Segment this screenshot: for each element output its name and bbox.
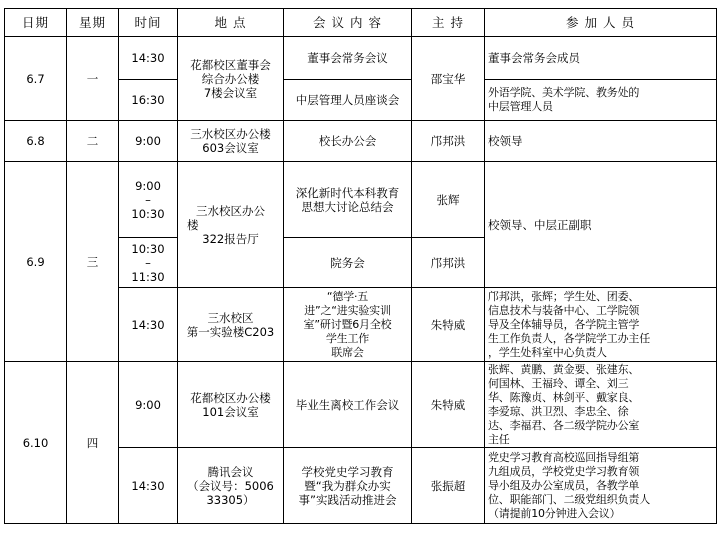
attendees-line: 信息技术与装备中心、工学院领: [488, 303, 640, 317]
attendees-line: 位、职能部门、二级党组织负责人: [488, 492, 650, 506]
location-line: 101会议室: [202, 404, 259, 419]
attendees-line: 邝邦洪，张辉；学生处、团委、: [488, 289, 640, 303]
weekday-cell: 一: [67, 37, 119, 121]
attendees-cell: [485, 362, 717, 448]
location-line: 楼: [187, 217, 199, 232]
time-text: 9:00: [135, 134, 161, 148]
content-cell: [284, 37, 412, 80]
content-line: 深化新时代本科教育: [295, 185, 400, 200]
content-cell: [284, 80, 412, 121]
content-line: 联席会: [331, 345, 364, 359]
attendees-cell: [485, 37, 717, 80]
location-line: 三水校区办公: [196, 203, 265, 218]
attendees-cell: [485, 121, 717, 162]
attendees-line: 何国林、王福玲、谭全、刘三: [488, 376, 629, 390]
header-location: 地 点: [178, 9, 284, 37]
content-line: 室”研讨暨6月全校: [303, 317, 392, 331]
host-cell: 张振超: [412, 448, 485, 524]
weekday-cell: 三: [67, 162, 119, 362]
content-cell: [284, 362, 412, 448]
header-row: [5, 9, 717, 37]
content-cell: [284, 162, 412, 238]
host-cell: 朱特威: [412, 362, 485, 448]
time-text: 9:00: [135, 397, 161, 412]
location-line: 7楼会议室: [203, 85, 258, 100]
time-text: 14:30: [131, 478, 165, 493]
content-line: 进”之“进实验实训: [304, 303, 391, 317]
location-cell: [178, 37, 284, 121]
time-cell: [119, 162, 178, 238]
content-cell: [284, 288, 412, 362]
content-line: 董事会常务会议: [307, 51, 388, 65]
content-line: 思想大讨论总结会: [301, 199, 394, 214]
attendees-cell: [485, 448, 717, 524]
attendees-line: 主任: [488, 432, 510, 446]
attendees-cell: [485, 80, 717, 121]
time-cell: [119, 121, 178, 162]
content-line: 事”实践活动推进会: [298, 492, 397, 507]
attendees-cell: [485, 162, 717, 288]
time-cell: [119, 37, 178, 80]
attendees-line: 九组成员，学校党史学习教育领: [488, 464, 640, 478]
attendees-line: ，学生处科室中心负责人: [488, 345, 607, 359]
location-line: 三水校区办公楼: [190, 127, 271, 141]
attendees-line: （请提前10分钟进入会议）: [488, 506, 621, 520]
location-cell: [178, 162, 284, 288]
attendees-line: 党史学习教育高校巡回指导组第: [488, 450, 640, 464]
location-line: 花都校区办公楼: [190, 390, 271, 405]
attendees-line: 华、陈豫贞、林剑平、戴家良、: [488, 390, 640, 404]
time-text: 11:30: [131, 269, 165, 284]
location-line: （会议号：5006: [187, 478, 274, 493]
attendees-line: 李爱琼、洪卫烈、李忠全、徐: [488, 404, 629, 418]
header-host: 主 持: [412, 9, 485, 37]
location-line: 322报告厅: [202, 231, 259, 246]
table-row: [5, 162, 717, 238]
attendees-line: 董事会常务会成员: [488, 51, 580, 65]
content-cell: [284, 448, 412, 524]
location-cell: [178, 448, 284, 524]
attendees-line: 达、李福君、各二级学院办公室: [488, 418, 640, 432]
time-dash: –: [145, 255, 151, 270]
content-line: 校长办公会: [318, 134, 377, 148]
attendees-line: 外语学院、美术学院、教务处的: [488, 86, 640, 99]
header-date: 日期: [5, 9, 67, 37]
table-row: [5, 121, 717, 162]
time-text: 14:30: [131, 51, 165, 65]
time-cell: [119, 288, 178, 362]
location-cell: [178, 362, 284, 448]
meeting-schedule-table: [4, 8, 717, 524]
weekday-cell: 四: [67, 362, 119, 524]
time-cell: [119, 238, 178, 288]
time-text: 10:30: [131, 206, 165, 221]
host-cell: 邝邦洪: [412, 238, 485, 288]
time-text: 9:00: [135, 178, 161, 193]
attendees-line: 导小组及办公室成员，各教学单: [488, 478, 640, 492]
attendees-line: 校领导、中层正副职: [488, 217, 592, 232]
time-dash: –: [145, 192, 151, 207]
location-line: 腾讯会议: [207, 464, 254, 479]
content-line: “德学·五: [326, 289, 369, 303]
content-line: 学校党史学习教育: [301, 464, 394, 479]
location-line: 603会议室: [202, 141, 259, 155]
content-cell: [284, 238, 412, 288]
date-cell: 6.10: [5, 362, 67, 524]
header-time: 时间: [119, 9, 178, 37]
date-cell: 6.9: [5, 162, 67, 362]
host-cell: 邝邦洪: [412, 121, 485, 162]
header-content: 会 议 内 容: [284, 9, 412, 37]
attendees-line: 生工作负责人，各学院学工办主任: [488, 331, 650, 345]
content-cell: [284, 121, 412, 162]
location-cell: [178, 121, 284, 162]
content-line: 暨“我为群众办实: [304, 478, 391, 493]
location-line: 三水校区: [207, 310, 254, 325]
host-cell: 朱特威: [412, 288, 485, 362]
location-line: 花都校区董事会: [190, 57, 271, 72]
content-line: 院务会: [330, 255, 365, 270]
header-weekday: 星期: [67, 9, 119, 37]
time-text: 10:30: [131, 241, 165, 256]
location-line: 第一实验楼C203: [186, 324, 275, 339]
content-line: 毕业生离校工作会议: [295, 397, 400, 412]
attendees-line: 校领导: [488, 134, 523, 148]
header-attendees: 参 加 人 员: [485, 9, 717, 37]
time-cell: [119, 80, 178, 121]
content-line: 学生工作: [325, 331, 370, 345]
attendees-line: 中层管理人员: [488, 100, 553, 113]
attendees-line: 导及全体辅导员，各学院主管学: [488, 317, 640, 331]
time-cell: [119, 362, 178, 448]
time-text: 14:30: [131, 317, 165, 332]
content-line: 中层管理人员座谈会: [295, 93, 400, 107]
attendees-cell: [485, 288, 717, 362]
weekday-cell: 二: [67, 121, 119, 162]
attendees-line: 张辉、黄鹏、黄金要、张建东、: [488, 362, 640, 376]
location-line: 综合办公楼: [201, 71, 260, 86]
host-cell: 张辉: [412, 162, 485, 238]
date-cell: 6.7: [5, 37, 67, 121]
table-row: [5, 362, 717, 448]
host-cell: 邵宝华: [412, 37, 485, 121]
table-row: [5, 37, 717, 80]
location-cell: [178, 288, 284, 362]
time-text: 16:30: [131, 93, 165, 107]
location-line: 33305）: [206, 492, 255, 507]
date-cell: 6.8: [5, 121, 67, 162]
time-cell: [119, 448, 178, 524]
